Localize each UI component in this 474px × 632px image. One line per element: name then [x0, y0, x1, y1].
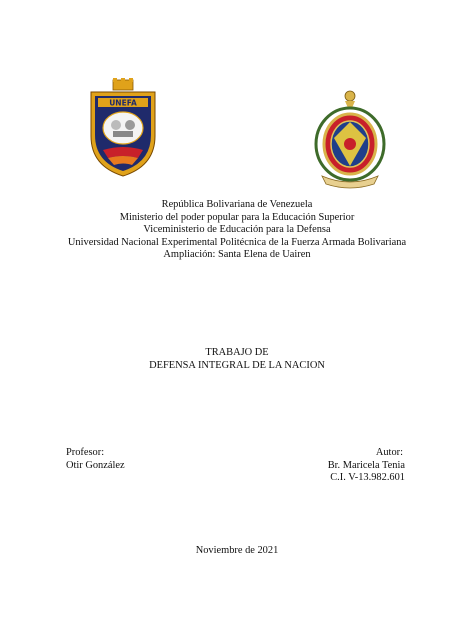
header-line-viceministry: Viceministerio de Educación para la Defensa — [143, 224, 331, 236]
author-label: Autor: — [375, 447, 403, 458]
professor-name: Otir González — [66, 459, 125, 471]
author-block — [328, 447, 405, 485]
header-line-republic: República Bolivariana de Venezuela — [161, 199, 313, 210]
institution-header — [0, 199, 474, 262]
header-line-ministry: Ministerio del poder popular para la Educación Superior — [119, 211, 355, 223]
svg-text:UNEFA: UNEFA — [109, 98, 137, 108]
header-line-university: Universidad Nacional Experimental Politécnica de la Fuerza Armada Bolivariana — [67, 236, 407, 248]
header-line-campus: Ampliación: Santa Elena de Uairen — [163, 249, 311, 261]
title-line-2: DEFENSA INTEGRAL DE LA NACION — [149, 359, 325, 371]
author-id: C.I. V-13.982.601 — [330, 472, 405, 484]
document-title — [0, 347, 474, 372]
unefa-shield-logo — [88, 78, 158, 178]
professor-block — [66, 447, 125, 472]
document-date: Noviembre de 2021 — [195, 545, 279, 556]
title-line-1: TRABAJO DE — [205, 347, 269, 358]
author-name: Br. Maricela Tenia — [327, 459, 405, 471]
professor-label: Profesor: — [66, 447, 105, 458]
fanb-coat-of-arms — [312, 88, 388, 192]
